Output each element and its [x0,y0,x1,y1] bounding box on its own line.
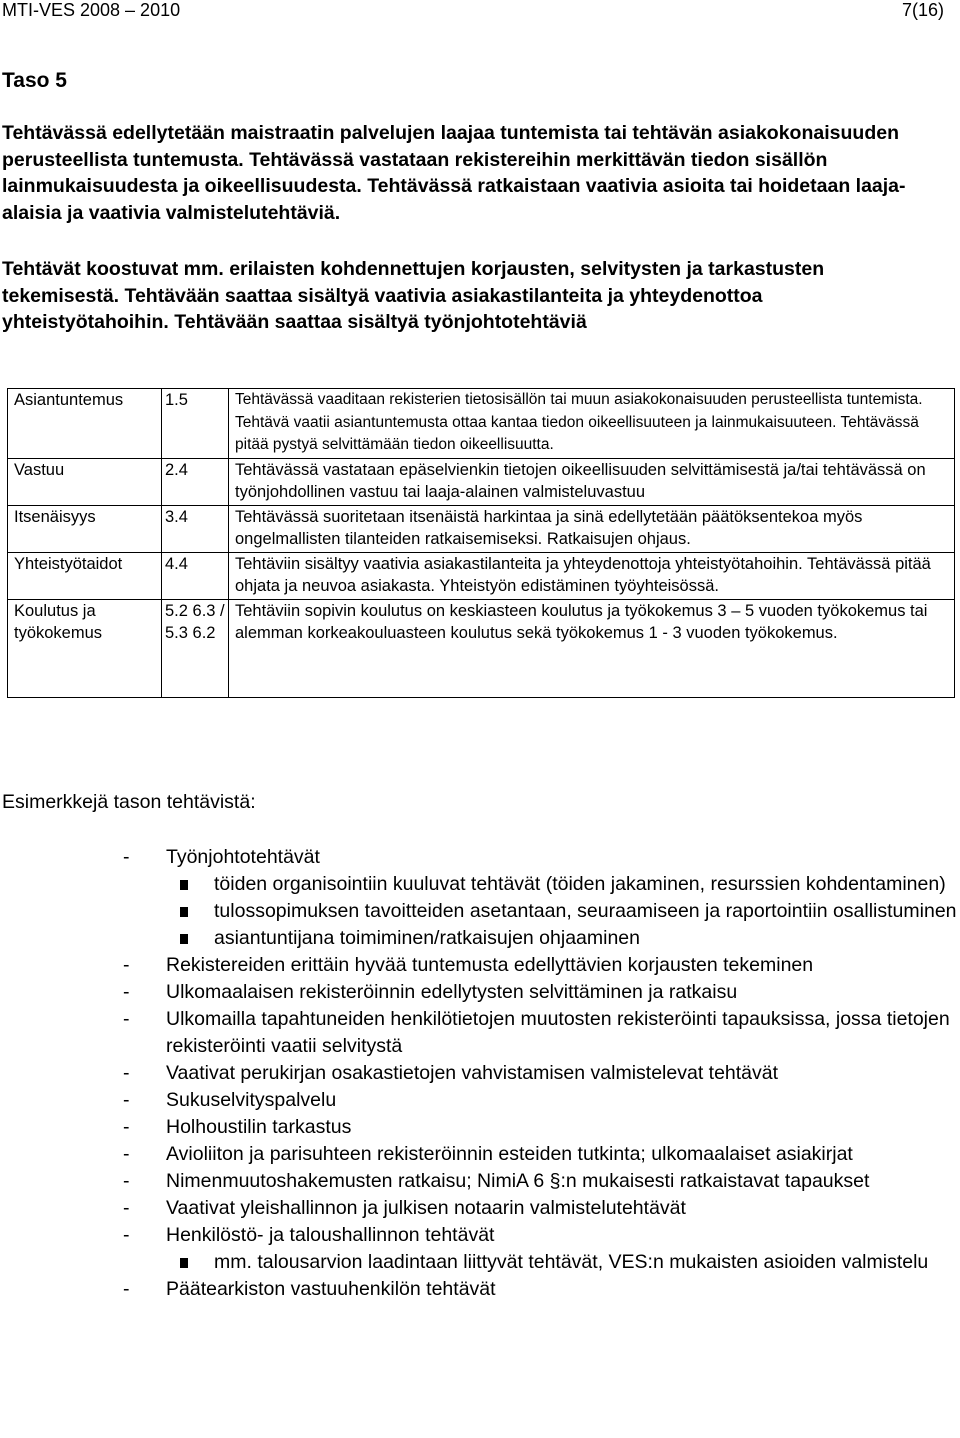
header-page-number: 7(16) [901,0,944,20]
dash-bullet: - [123,981,130,1003]
criterion-name: Asiantuntemus [8,389,162,459]
dash-bullet: - [123,1170,130,1192]
description-paragraph-2: Tehtävät koostuvat mm. erilaisten kohdennettujen korjausten, selvitysten ja tarkastusten tekemisestä. Tehtävään saattaa sisältyä vaativia asiakastilanteita ja yhteydenottoa yhteistyötahoihin. Tehtävään saattaa sisältyä työnjohtotehtäviä [2,258,825,334]
criterion-name: Vastuu [8,458,162,505]
criterion-text: Tehtävässä suoritetaan itsenäistä harkintaa ja sinä edellytetään päätöksentekoa myös ongelmallisten tilanteiden ratkaisemiseksi. Ratkaisujen ohjaus. [229,505,955,552]
sub-list-item [0,898,960,925]
table-row [8,552,955,599]
criterion-text: Tehtävässä vastataan epäselvienkin tietojen oikeellisuuden selvittämisestä ja/tai tehtävässä on työnjohdollinen vastuu tai laaja-alainen valmisteluvastuu [229,458,955,505]
sub-list-item [0,871,960,898]
dash-bullet: - [123,1008,130,1030]
dash-bullet: - [123,1062,130,1084]
list-item [0,1060,960,1087]
sub-list-item [0,925,960,952]
list-item-text: Työnjohtotehtävät [166,846,320,868]
list-item [0,1114,960,1141]
criterion-name: Itsenäisyys [8,505,162,552]
dash-bullet: - [123,1278,130,1300]
table-row [8,505,955,552]
list-item [0,1006,960,1060]
table-row [8,599,955,697]
sub-list-item-text: tulossopimuksen tavoitteiden asetantaan, seuraamiseen ja raportointiin osallistuminen [214,900,957,922]
list-item [0,952,960,979]
square-bullet-icon [180,907,188,917]
examples-title: Esimerkkejä tason tehtävistä: [2,791,256,813]
examples-list [0,844,960,1303]
header-document-code: MTI-VES 2008 – 2010 [2,0,181,20]
sub-list-item [0,1249,960,1276]
list-item [0,1195,960,1222]
dash-bullet: - [123,1197,130,1219]
criteria-table [7,388,955,698]
list-item-text: Sukuselvityspalvelu [166,1089,337,1111]
table-row [8,389,955,459]
criterion-text: Tehtävässä vaaditaan rekisterien tietosisällön tai muun asiakokonaisuuden perusteellista tuntemista. Tehtävä vaatii asiantuntemusta ottaa kantaa tiedon oikeellisuuteen ja lainmukaisuuteen. Tehtävässä pitää pystyä selvittämään tiedon oikeellisuutta. [229,389,955,459]
list-item-text: Avioliiton ja parisuhteen rekisteröinnin esteiden tutkinta; ulkomaalaiset asiakirjat [166,1143,853,1165]
level-title: Taso 5 [2,69,67,92]
list-item-text: Ulkomailla tapahtuneiden henkilötietojen muutosten rekisteröinti tapauksissa, jossa tietojen rekisteröinti vaatii selvitystä [166,1008,950,1057]
dash-bullet: - [123,954,130,976]
criterion-text: Tehtäviin sopivin koulutus on keskiasteen koulutus ja työkokemus 3 – 5 vuoden työkokemus tai alemman korkeakouluasteen koulutus sekä työkokemus 1 - 3 vuoden työkokemus. [229,599,955,697]
sub-list-item-text: töiden organisointiin kuuluvat tehtävät (töiden jakaminen, resurssien kohdentaminen) [214,873,946,895]
sub-list-item-text: asiantuntijana toimiminen/ratkaisujen ohjaaminen [214,927,641,949]
description-paragraph-1: Tehtävässä edellytetään maistraatin palvelujen laajaa tuntemista tai tehtävän asiakokonaisuuden perusteellista tuntemusta. Tehtävässä vastataan rekistereihin merkittävän tiedon sisällön lainmukaisuudesta ja oikeellisuudesta. Tehtävässä ratkaistaan vaativia asioita tai hoidetaan laaja-alaisia ja vaativia valmistelutehtäviä. [2,122,906,224]
list-item-text: Vaativat perukirjan osakastietojen vahvistamisen valmistelevat tehtävät [166,1062,779,1084]
list-item [0,1141,960,1168]
list-item-text: Ulkomaalaisen rekisteröinnin edellytysten selvittäminen ja ratkaisu [166,981,738,1003]
list-item-text: Nimenmuutoshakemusten ratkaisu; NimiA 6 §:n mukaisesti ratkaistavat tapaukset [166,1170,870,1192]
square-bullet-icon [180,1258,188,1268]
dash-bullet: - [123,1089,130,1111]
criterion-code: 3.4 [162,505,229,552]
dash-bullet: - [123,1143,130,1165]
list-item-text: Vaativat yleishallinnon ja julkisen notaarin valmistelutehtävät [166,1197,686,1219]
list-item [0,1222,960,1249]
criterion-code: 5.2 6.3 / 5.3 6.2 [162,599,229,697]
criterion-name: Yhteistyötaidot [8,552,162,599]
dash-bullet: - [123,1224,130,1246]
list-item [0,1087,960,1114]
dash-bullet: - [123,846,130,868]
list-item-text: Holhoustilin tarkastus [166,1116,352,1138]
list-item-text: Rekistereiden erittäin hyvää tuntemusta edellyttävien korjausten tekeminen [166,954,814,976]
criterion-name: Koulutus ja työkokemus [8,599,162,697]
list-item-text: Henkilöstö- ja taloushallinnon tehtävät [166,1224,495,1246]
list-item [0,844,960,871]
list-item [0,979,960,1006]
list-item [0,1276,960,1303]
list-item [0,1168,960,1195]
criterion-code: 2.4 [162,458,229,505]
table-row [8,458,955,505]
criterion-code: 1.5 [162,389,229,459]
criterion-text: Tehtäviin sisältyy vaativia asiakastilanteita ja yhteydenottoja yhteistyötahoihin. Tehtävässä pitää ohjata ja neuvoa asiakasta. Yhteistyön edistäminen työyhteisössä. [229,552,955,599]
square-bullet-icon [180,880,188,890]
list-item-text: Päätearkiston vastuuhenkilön tehtävät [166,1278,496,1300]
dash-bullet: - [123,1116,130,1138]
criterion-code: 4.4 [162,552,229,599]
square-bullet-icon [180,934,188,944]
sub-list-item-text: mm. talousarvion laadintaan liittyvät tehtävät, VES:n mukaisten asioiden valmistelu [214,1251,929,1273]
